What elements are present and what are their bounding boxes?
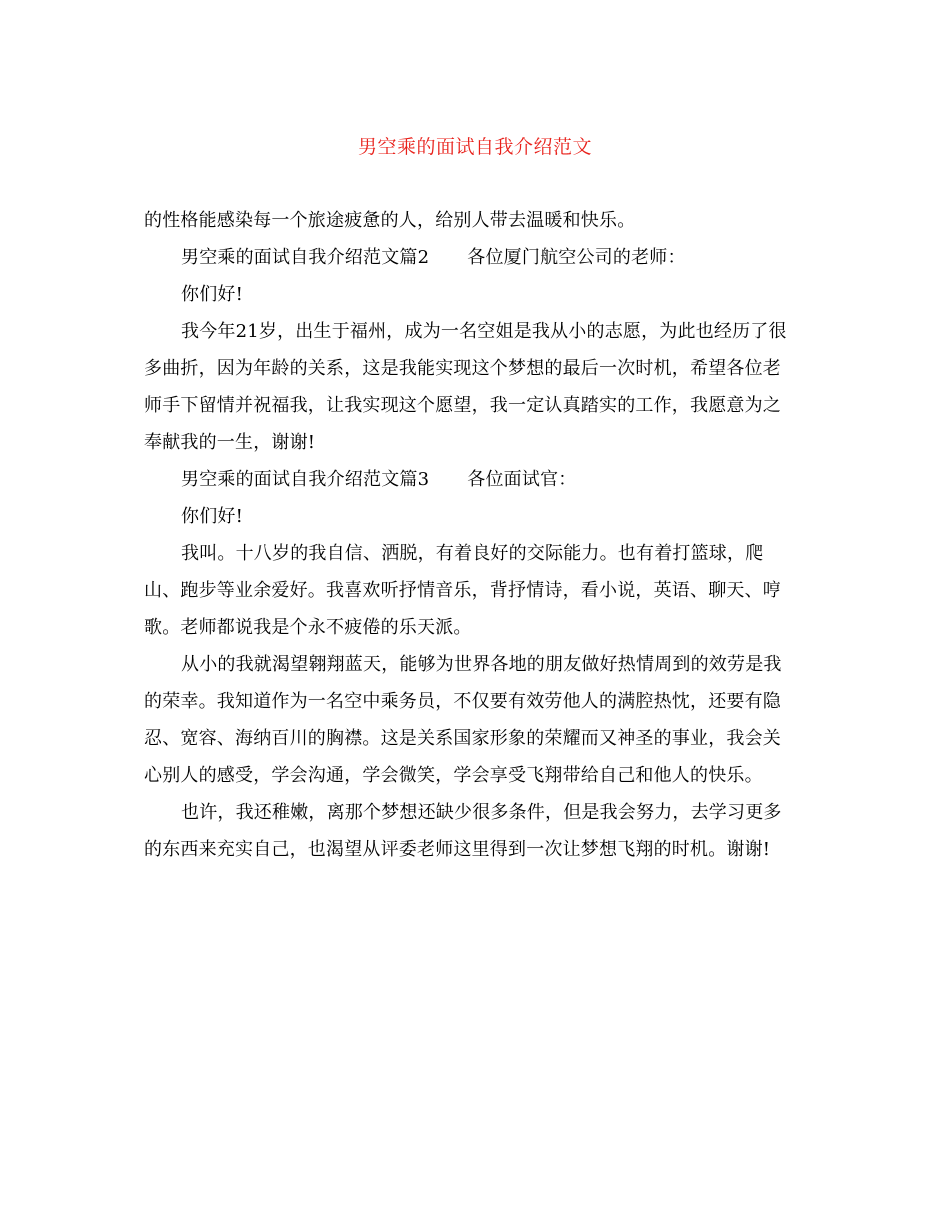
paragraph-line: 山、跑步等业余爱好。我喜欢听抒情音乐，背抒情诗，看小说，英语、聊天、哼 — [144, 580, 781, 601]
document-title: 男空乘的面试自我介绍范文 — [357, 136, 592, 158]
paragraph-line: 奉献我的一生，谢谢! — [144, 432, 316, 453]
salutation: 各位厦门航空公司的老师： — [467, 247, 686, 268]
paragraph-line: 心别人的感受，学会沟通，学会微笑，学会享受飞翔带给自己和他人的快乐。 — [144, 765, 763, 786]
paragraph-line: 歌。老师都说我是个永不疲倦的乐天派。 — [144, 617, 472, 638]
paragraph-line: 师手下留情并祝福我，让我实现这个愿望，我一定认真踏实的工作，我愿意为之 — [144, 395, 781, 416]
paragraph-line: 也许，我还稚嫩，离那个梦想还缺少很多条件，但是我会努力，去学习更多 — [181, 802, 782, 823]
paragraph-line: 我今年21岁，出生于福州，成为一名空姐是我从小的志愿，为此也经历了很 — [181, 321, 787, 342]
paragraph-line: 从小的我就渴望翱翔蓝天，能够为世界各地的朋友做好热情周到的效劳是我 — [181, 654, 782, 675]
greeting-line: 你们好! — [181, 284, 244, 305]
paragraph-line: 我叫。十八岁的我自信、洒脱，有着良好的交际能力。也有着打篮球，爬 — [181, 543, 764, 564]
section-heading: 男空乘的面试自我介绍范文篇3 — [181, 469, 430, 490]
paragraph-line: 多曲折，因为年龄的关系，这是我能实现这个梦想的最后一次时机，希望各位老 — [144, 358, 781, 379]
section-heading: 男空乘的面试自我介绍范文篇2 — [181, 247, 430, 268]
section-heading-line — [144, 239, 804, 276]
paragraph-line: 的荣幸。我知道作为一名空中乘务员，不仅要有效劳他人的满腔热忱，还要有隐 — [144, 691, 781, 712]
salutation: 各位面试官： — [467, 469, 577, 490]
paragraph-line: 忍、宽容、海纳百川的胸襟。这是关系国家形象的荣耀而又神圣的事业，我会关 — [144, 728, 781, 749]
paragraph-line: 的性格能感染每一个旅途疲惫的人，给别人带去温暖和快乐。 — [144, 210, 636, 231]
paragraph-line: 的东西来充实自己，也渴望从评委老师这里得到一次让梦想飞翔的时机。谢谢! — [144, 839, 771, 860]
section-heading-line — [144, 461, 804, 498]
greeting-line: 你们好! — [181, 506, 244, 527]
document-body — [144, 202, 804, 868]
